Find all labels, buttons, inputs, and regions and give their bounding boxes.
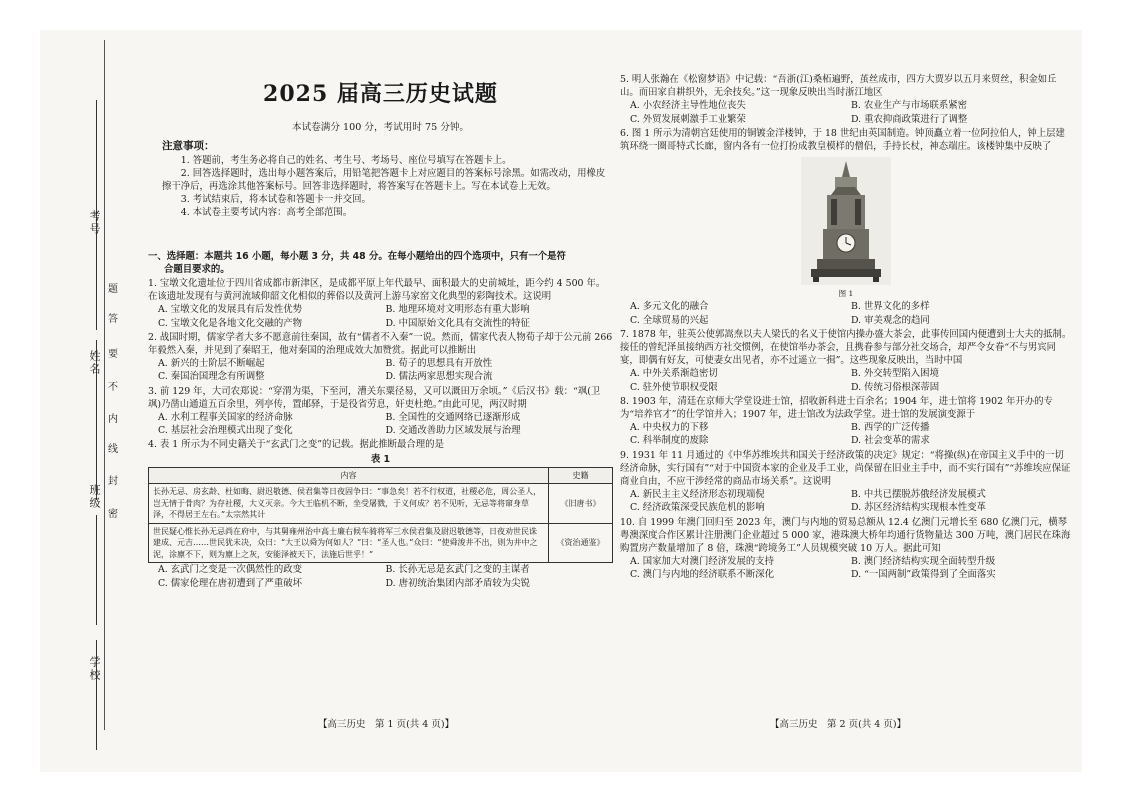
exam-title: 2025 届高三历史试题 [263, 81, 498, 107]
table-cell-source: 《资治通鉴》 [549, 523, 613, 563]
option-d: D. 唐初统治集团内部矛盾较为尖锐 [385, 577, 530, 589]
option-c: C. 基层社会治理模式出现了变化 [158, 425, 293, 437]
option-a: A. 新兴的士阶层不断崛起 [158, 358, 265, 370]
table-cell-source: 《旧唐书》 [549, 484, 613, 524]
option-d: D. 苏区经济结构实现根本性变革 [851, 502, 987, 514]
label-kaohao: 考号 [88, 210, 101, 236]
option-d: D. “一国两制”政策得到了全面落实 [851, 569, 996, 581]
option-d: D. 儒法两家思想实现合流 [385, 371, 493, 383]
table-caption: 表 1 [370, 453, 391, 465]
option-c: C. 宝墩文化是各地文化交融的产物 [158, 317, 303, 329]
label-xingming: 姓名 [88, 350, 101, 376]
option-c: C. 全球贸易的兴起 [630, 314, 709, 326]
option-c: C. 儒家伦理在唐初遭到了严重破坏 [158, 577, 303, 589]
seal-char-mi: 密 [108, 509, 118, 520]
option-d: D. 审美观念的趋同 [851, 314, 930, 326]
option-b: B. 农业生产与市场联系紧密 [851, 100, 967, 112]
option-b: B. 世界文化的多样 [851, 301, 930, 313]
question-1 [148, 277, 613, 330]
seal-char-da: 答 [108, 314, 118, 325]
option-d: D. 交通改善助力区域发展与治理 [385, 425, 521, 437]
binding-line [104, 40, 105, 730]
question-8 [620, 395, 1072, 448]
option-a: A. 国家加大对澳门经济发展的支持 [630, 556, 774, 568]
table-row [149, 523, 613, 563]
option-b: B. 荀子的思想具有开放性 [385, 358, 493, 370]
clock-figure [801, 157, 891, 285]
notice-item: 2. 回答选择题时，选出每小题答案后，用铅笔把答题卡上对应题目的答案标号涂黑。如需改动，用橡皮擦干净后，再选涂其他答案标号。回答非选择题时，将答案写在答题卡上。写在本试卷上无效。 [162, 167, 606, 193]
question-stem: 1. 宝墩文化遗址位于四川省成都市新津区，是成都平原上年代最早、面积最大的史前城址，距今约 4 500 年。在该遗址发现有与黄河流域仰韶文化相似的葬俗以及黄河上游马家窑文化典型的彩陶技术。这说明 [148, 278, 606, 303]
option-a: A. 新民主主义经济形态初现端倪 [630, 489, 765, 501]
question-9 [620, 449, 1072, 515]
section-heading: 一、选择题：本题共 16 小题，每小题 3 分，共 48 分。在每小题给出的四个选项中，只有一个是符 [148, 250, 566, 262]
notice-item: 1. 答题前，考生务必将自己的姓名、考生号、考场号、座位号填写在答题卡上。 [180, 154, 512, 166]
records-table [148, 467, 613, 564]
question-stem: 3. 前 129 年，大司农郑说：“穿渭为渠，下至河，漕关东粟径易，又可以溉田万余顷。”《后汉书》载：“飒(卫飒)乃凿山通道五百余里，列亭传，置邮驿，于是役省劳息，奸吏杜绝。”由此可见，两汉时期 [148, 385, 601, 410]
figure-caption: 图 1 [838, 289, 854, 299]
question-stem: 10. 自 1999 年澳门回归至 2023 年，澳门与内地的贸易总额从 12.4 亿澳门元增长至 680 亿澳门元，横琴粤澳深度合作区累计注册澳门企业超过 5 000 家，港珠澳大桥年均通行货物量达 300 万吨，澳门居民在珠海购置房产数量增加了 8 倍，珠澳“跨境务工”人员规模突破 10 万人。据此可知 [620, 516, 1071, 555]
option-b: B. 西学的广泛传播 [851, 422, 930, 434]
question-5 [620, 73, 1072, 126]
option-c: C. 外贸发展刺激手工业繁荣 [630, 113, 746, 125]
table-row [149, 484, 613, 524]
question-3 [148, 385, 613, 438]
table-header-source: 史籍 [549, 467, 613, 484]
right-column [620, 72, 1072, 582]
option-a: A. 小农经济主导性地位丧失 [630, 100, 746, 112]
question-7 [620, 328, 1072, 394]
option-b: B. 澳门经济结构实现全面转型升级 [851, 556, 996, 568]
option-b: B. 长孙无忌是玄武门之变的主谋者 [385, 564, 530, 576]
footer-page-2: 【高三历史 第 2 页(共 4 页)】 [770, 719, 907, 730]
option-c: C. 驻外使节职权受限 [630, 381, 718, 393]
question-stem: 2. 战国时期，儒家学者大多不愿意前往秦国，故有“儒者不入秦”一说。然而，儒家代表人物荀子却于公元前 266 年毅然入秦，并见到了秦昭王，他对秦国的治理成效大加赞赏。据此可以推断出 [148, 331, 613, 357]
question-10 [620, 516, 1072, 582]
option-d: D. 社会变革的需求 [851, 435, 930, 447]
table-cell-content: 长孙无忌、房玄龄、杜如晦、尉迟敬德、侯君集等日夜固争曰：“事急矣！若不行权道，社稷必危，周公圣人，岂无情于骨肉？为存社稷，大义灭亲。今大王临机不断，坐受屠戮，于义何成？若不见听，无忌等将窜身草泽，不得居王左右。”太宗然其计 [149, 484, 549, 524]
notice-item: 3. 考试结束后，将本试卷和答题卡一并交回。 [180, 194, 371, 206]
seal-char-feng: 封 [108, 476, 118, 487]
option-b: B. 全国性的交通网络已逐渐形成 [385, 412, 521, 424]
exam-meta: 本试卷满分 100 分，考试用时 75 分钟。 [291, 122, 470, 134]
section-heading-cont: 合题目要求的。 [164, 263, 230, 275]
option-b: B. 地理环境对文明形态有重大影响 [385, 304, 530, 316]
label-xuexiao: 学校 [88, 656, 101, 682]
banji-underline [96, 515, 97, 625]
question-stem: 5. 明人张瀚在《松窗梦语》中记载：“吾浙(江)桑柘遍野，茧丝成市，四方大贾岁以五月来贸丝，积金如丘山。而田家自耕织外，无余技矣。”这一现象反映出当时浙江地区 [620, 74, 1057, 99]
option-c: C. 科举制度的废除 [630, 435, 709, 447]
option-c: C. 经济政策深受民族危机的影响 [630, 502, 765, 514]
question-stem: 6. 图 1 所示为清朝宫廷使用的铜镀金洋楼钟，于 18 世纪由英国制造。钟顶矗立着一位阿拉伯人，钟上层建筑环绕一圈哥特式长廊，窗内各有一位打扮成教皇模样的僧侣，手持长杖，神态端庄。该楼钟集中反映了 [620, 127, 1065, 153]
table-header-content: 内容 [149, 467, 549, 484]
label-banji: 班级 [88, 484, 101, 510]
question-6 [620, 127, 1072, 327]
question-4 [148, 438, 613, 589]
question-2 [148, 331, 613, 384]
question-stem: 9. 1931 年 11 月通过的《中华苏维埃共和国关于经济政策的决定》规定：“将操(纵)在帝国主义手中的一切经济命脉，实行国有”“对于中国资本家的企业及手工业，尚保留在旧业主手中，而不实行国有”“苏维埃应保证商业自由，不应干涉经常的商品市场关系”。这说明 [620, 449, 1071, 488]
seal-char-xian: 线 [108, 444, 118, 455]
seal-char-bu: 不 [108, 382, 118, 393]
question-stem: 7. 1878 年，驻英公使郭嵩焘以夫人梁氏的名义于使馆内操办盛大茶会，此事传回国内便遭到士大夫的抵制。接任的曾纪泽虽接纳西方社交惯例，在使馆举办茶会，且携眷参与部分社交场合，却严令女眷“不与男宾同宴，即偶有好友，可使妻女出见者，亦不过遥立一揖”。这些现象反映出，当时中国 [620, 328, 1072, 367]
seal-char-ti: 题 [108, 284, 118, 295]
question-stem: 4. 表 1 所示为不同史籍关于“玄武门之变”的记载。据此推断最合理的是 [148, 439, 444, 451]
option-a: A. 中央权力的下移 [630, 422, 709, 434]
seal-char-yao: 要 [108, 349, 118, 360]
option-a: A. 宝墩文化的发展具有后发性优势 [158, 304, 302, 316]
option-a: A. 多元文化的融合 [630, 301, 709, 313]
option-c: C. 秦国治国理念有所调整 [158, 371, 265, 383]
left-column [148, 60, 613, 590]
option-a: A. 中外关系渐趋密切 [630, 368, 718, 380]
question-stem: 8. 1903 年，清廷在京师大学堂设进士馆，招收新科进士百余名；1904 年，进士馆将 1902 年开办的专为“培养官才”的仕学馆并入；1907 年，进士馆改为法政学堂。进士馆的发展演变源于 [620, 395, 1053, 421]
option-c: C. 澳门与内地的经济联系不断深化 [630, 569, 775, 581]
option-b: B. 外交转型陷入困境 [851, 368, 939, 380]
notice-block [148, 140, 613, 219]
option-a: A. 玄武门之变是一次偶然性的政变 [158, 564, 302, 576]
clock-illustration [801, 157, 891, 285]
seal-char-nei: 内 [108, 414, 118, 425]
notice-item: 4. 本试卷主要考试内容：高考全部范围。 [180, 207, 353, 219]
option-d: D. 重农抑商政策进行了调整 [851, 113, 968, 125]
option-a: A. 水利工程事关国家的经济命脉 [158, 412, 293, 424]
table-header-row [149, 467, 613, 484]
option-b: B. 中共已摆脱苏俄经济发展模式 [851, 489, 986, 501]
table-cell-content: 世民疑心惟长孙无忌尚在府中，与其舅雍州治中高士廉右候车骑将军三水侯君集及尉迟敬德等，日夜劝世民诛建成、元吉……世民犹未决，众曰：“大王以舜为何如人？”曰：“圣人也。”众曰：“使舜浚井不出，则为井中之泥，涂廪不下，则为廪上之灰，安能泽被天下，法施后世乎！” [149, 523, 549, 563]
notice-heading: 注意事项： [162, 140, 215, 153]
footer-page-1: 【高三历史 第 1 页(共 4 页)】 [318, 719, 455, 730]
option-d: D. 传统习俗根深蒂固 [851, 381, 940, 393]
option-d: D. 中国原始文化具有交流性的特征 [385, 317, 530, 329]
